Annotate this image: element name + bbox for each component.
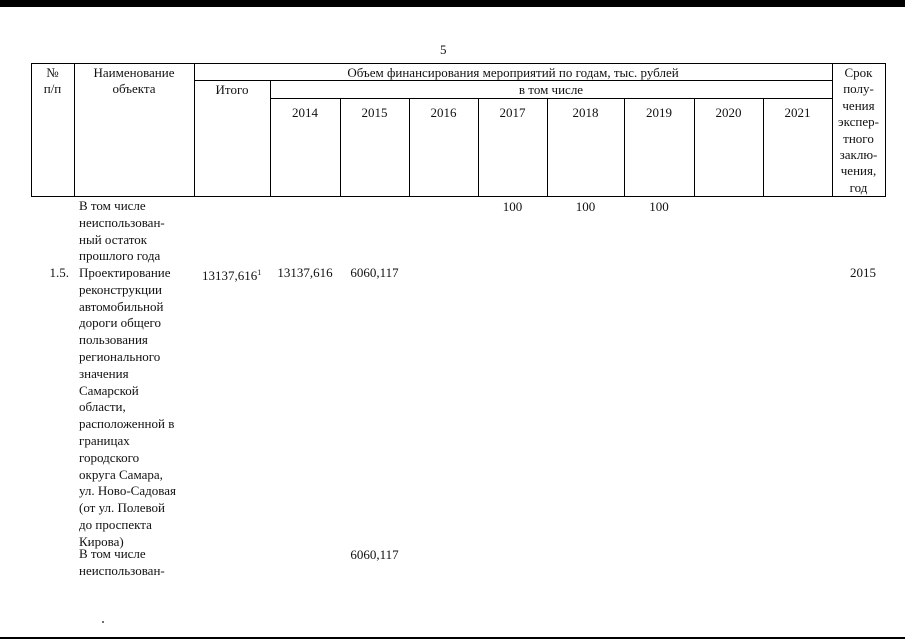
header-year-2016: 2016	[430, 105, 457, 120]
header-year-2018: 2018	[572, 105, 599, 120]
header-col-number: № п/п	[43, 65, 62, 96]
row-name: Проектирование реконструкции автомобильной дороги общего пользования регионального значения Самарской области, расположенной в границах городского округа Самара, ул. Ново-Садовая (от ул. Полевой до проспекта Кирова)	[79, 265, 176, 549]
row-value-2015: 6060,117	[350, 265, 399, 280]
header-year-2017: 2017	[499, 105, 526, 120]
row-term: 2015	[850, 265, 876, 280]
header-year-2021: 2021	[784, 105, 811, 120]
bottom-border	[0, 637, 905, 639]
row-number: 1.5.	[49, 265, 69, 280]
header-col-total: Итого	[215, 82, 249, 97]
row-value-2014: 13137,616	[277, 265, 333, 280]
header-col-including: в том числе	[518, 82, 584, 97]
row-total: 13137,616$^1$	[202, 268, 262, 283]
footnote-marker: 1	[257, 268, 262, 277]
header-col-financing: Объем финансирования мероприятий по годам, тыс. рублей	[347, 65, 679, 80]
header-year-2019: 2019	[646, 105, 672, 120]
top-border	[0, 0, 905, 7]
page-number: 5	[440, 42, 447, 57]
row-value-2017: 100	[502, 199, 523, 214]
row-name: В том числе неиспользован-	[79, 546, 165, 578]
row-value-2019: 100	[649, 199, 669, 214]
header-year-2020: 2020	[715, 105, 742, 120]
header-col-name: Наименование объекта	[93, 65, 175, 96]
row-value-2015: 6060,117	[350, 547, 399, 562]
row-value-2018: 100	[575, 199, 596, 214]
scan-speck	[102, 621, 104, 623]
row-name: В том числе неиспользован- ный остаток прошлого года	[79, 198, 165, 264]
header-year-2014: 2014	[292, 105, 318, 120]
header-col-term: Срок полу- чения экспер- тного заклю- чения, год	[838, 65, 879, 195]
header-year-2015: 2015	[361, 105, 388, 120]
